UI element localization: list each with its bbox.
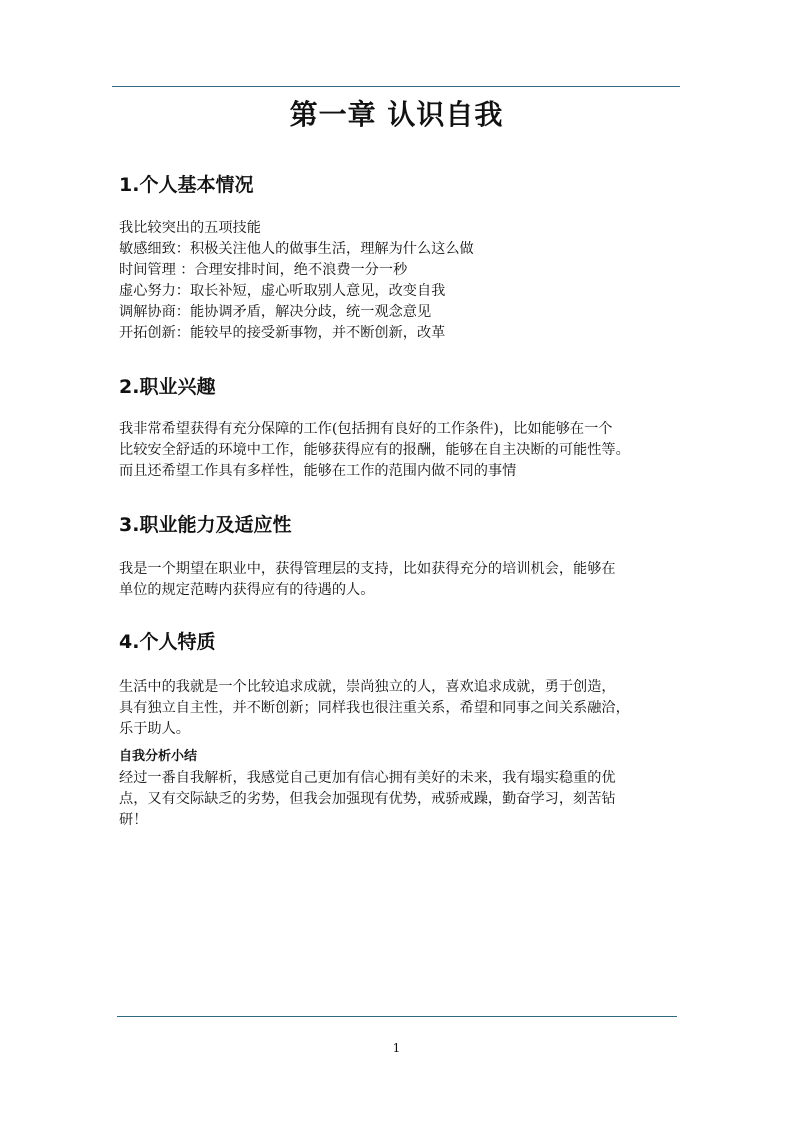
section-heading-career-ability: 3.职业能力及适应性 [119, 514, 292, 536]
header-rule [112, 86, 680, 87]
text-line: 生活中的我就是一个比较追求成就，崇尚独立的人，喜欢追求成就，勇于创造， [119, 679, 616, 695]
text-line: 乐于助人。 [119, 721, 190, 737]
section-heading-career-interest: 2.职业兴趣 [119, 376, 216, 398]
text-line: 具有独立自主性，并不断创新；同样我也很注重关系，希望和同事之间关系融洽， [119, 700, 630, 716]
text-line: 我非常希望获得有充分保障的工作(包括拥有良好的工作条件)，比如能够在一个 [119, 421, 613, 437]
summary-body [119, 768, 675, 831]
chapter-title: 第一章 认识自我 [289, 98, 504, 131]
text-line: 研！ [119, 812, 148, 828]
footer-rule [117, 1016, 677, 1017]
text-line: 时间管理 ：合理安排时间，绝不浪费一分一秒 [119, 262, 408, 278]
summary-heading: 自我分析小结 [119, 749, 198, 764]
page-number: 1 [392, 1041, 401, 1055]
text-line: 敏感细致：积极关注他人的做事生活，理解为什么这么做 [119, 241, 474, 257]
section-body-basic-info [119, 218, 675, 344]
section-body-personal-traits [119, 677, 675, 740]
text-line: 虚心努力：取长补短，虚心听取别人意见，改变自我 [119, 283, 446, 299]
text-line: 点，又有交际缺乏的劣势，但我会加强现有优势，戒骄戒躁，勤奋学习，刻苦钻 [119, 791, 616, 807]
section-heading-basic-info: 1.个人基本情况 [119, 174, 254, 196]
text-line: 单位的规定范畴内获得应有的待遇的人。 [119, 582, 375, 598]
text-line: 我是一个期望在职业中，获得管理层的支持，比如获得充分的培训机会，能够在 [119, 561, 616, 577]
section-body-career-interest [119, 419, 675, 482]
text-line: 我比较突出的五项技能 [119, 220, 261, 236]
text-line: 比较安全舒适的环境中工作，能够获得应有的报酬，能够在自主决断的可能性等。 [119, 442, 630, 458]
text-line: 调解协商：能协调矛盾，解决分歧，统一观念意见 [119, 304, 432, 320]
section-body-career-ability [119, 559, 675, 601]
text-line: 经过一番自我解析，我感觉自己更加有信心拥有美好的未来，我有塌实稳重的优 [119, 770, 616, 786]
section-heading-personal-traits: 4.个人特质 [119, 631, 216, 653]
text-line: 开拓创新：能较早的接受新事物，并不断创新，改革 [119, 325, 446, 341]
text-line: 而且还希望工作具有多样性，能够在工作的范围内做不同的事情 [119, 463, 517, 479]
